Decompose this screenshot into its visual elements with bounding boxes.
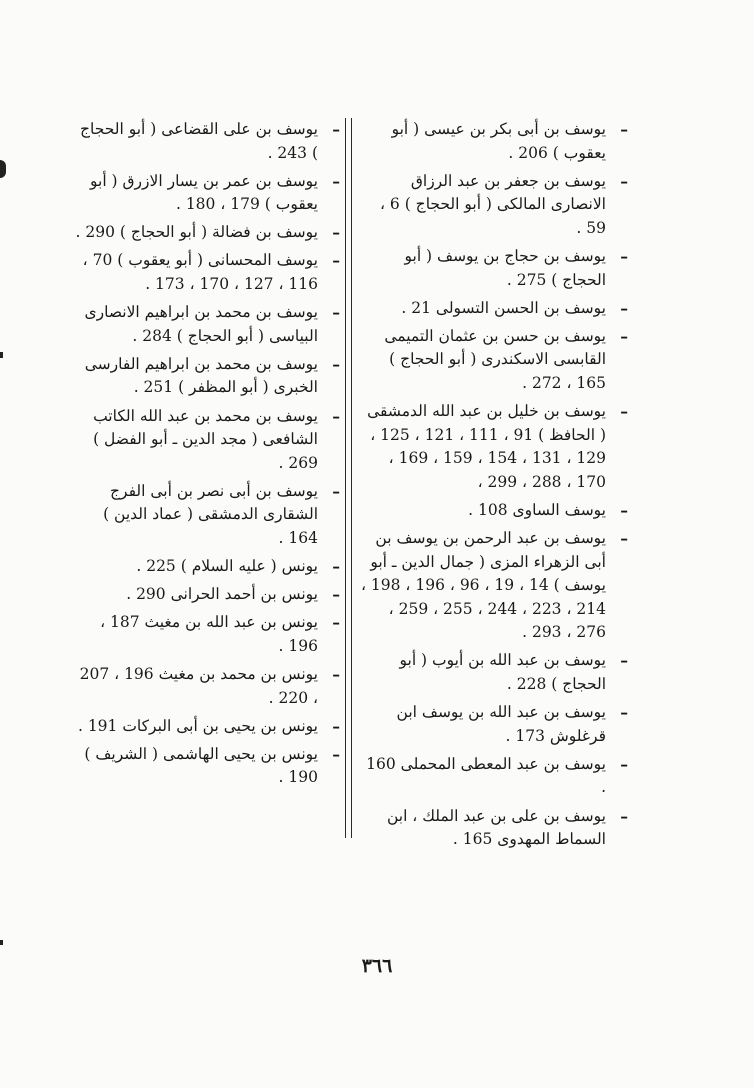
- entry-text: يوسف بن خليل بن عبد الله الدمشقى ( الحافظ ) 91 ، 111 ، 121 ، 125 ، 129 ، 131 ، 154 ، 159 ، 169 ، 170 ، 288 ، 299 ،: [367, 402, 606, 491]
- index-entry: [74, 301, 342, 348]
- scan-edge-mark: [0, 160, 6, 178]
- entry-text: يونس بن يحيى الهاشمى ( الشريف ) 190 .: [84, 744, 318, 787]
- entry-text: يوسف بن على بن عبد الملك ، ابن السماط المهدوى 165 .: [386, 806, 606, 849]
- entry-text: يونس بن يحيى بن أبى البركات 191 .: [77, 716, 318, 735]
- index-entry: [74, 170, 342, 217]
- entry-dash: –: [620, 500, 628, 520]
- entry-dash: –: [620, 120, 628, 139]
- entry-dash: –: [332, 744, 340, 764]
- index-entry: [360, 805, 630, 852]
- index-entry: [360, 701, 630, 748]
- entry-text: يوسف بن على القضاعى ( أبو الحجاج ) 243 .: [80, 120, 318, 162]
- entry-dash: –: [332, 481, 340, 501]
- entry-text: يونس بن محمد بن مغيث 196 ، 207 ، 220 .: [79, 664, 318, 707]
- entry-dash: –: [332, 303, 340, 323]
- index-entry: [360, 400, 630, 494]
- entry-dash: –: [332, 557, 340, 577]
- entry-text: يوسف بن جعفر بن عبد الرزاق الانصارى المالكى ( أبو الحجاج ) 6 ، 59 .: [379, 171, 606, 237]
- index-entry: [74, 118, 342, 165]
- entry-dash: –: [332, 354, 340, 374]
- entry-text: يوسف بن حسن بن عثمان التميمى القابسى الاسكندرى ( أبو الحجاج ) 165 ، 272 .: [384, 326, 606, 392]
- index-column-left: [74, 118, 342, 794]
- index-entry: [360, 753, 630, 800]
- entry-text: يوسف المحسانى ( أبو يعقوب ) 70 ، 116 ، 127 ، 170 ، 173 .: [82, 251, 318, 294]
- entry-dash: –: [332, 664, 340, 684]
- index-entry: [74, 555, 342, 579]
- entry-dash: –: [620, 326, 628, 346]
- index-entry: [74, 611, 342, 658]
- page-number: ٣٦٦: [361, 955, 393, 977]
- index-entry: [74, 743, 342, 790]
- entry-text: يوسف بن عبد المعطى المحملى 160 .: [366, 754, 606, 797]
- entry-text: يوسف بن حجاج بن يوسف ( أبو الحجاج ) 275 .: [404, 246, 606, 289]
- entry-text: يوسف بن محمد بن عبد الله الكاتب الشافعى ( مجد الدين ـ أبو الفضل ) 269 .: [93, 406, 318, 472]
- entry-text: يونس بن عبد الله بن مغيث 187 ، 196 .: [100, 613, 318, 655]
- index-entry: [360, 499, 630, 523]
- index-entry: [74, 221, 342, 245]
- entry-dash: –: [332, 716, 340, 736]
- entry-dash: –: [620, 806, 628, 826]
- entry-dash: –: [332, 613, 340, 633]
- index-entry: [360, 325, 630, 396]
- entry-dash: –: [332, 251, 340, 271]
- index-entry: [74, 715, 342, 739]
- index-entry: [360, 297, 630, 321]
- index-entry: [74, 583, 342, 607]
- entry-dash: –: [620, 246, 628, 266]
- entry-dash: –: [332, 120, 340, 139]
- index-entry: [360, 245, 630, 292]
- entry-dash: –: [620, 651, 628, 671]
- entry-text: يوسف بن عبد الله بن يوسف ابن قرغلوش 173 .: [396, 703, 606, 745]
- index-entry: [360, 649, 630, 696]
- entry-text: يوسف بن أبى نصر بن أبى الفرج الشقارى الدمشقى ( عماد الدين ) 164 .: [103, 481, 318, 547]
- entry-dash: –: [332, 223, 340, 243]
- scan-edge-mark: [0, 352, 3, 358]
- entry-dash: –: [332, 171, 340, 191]
- index-entry: [360, 170, 630, 241]
- column-divider: [345, 118, 346, 838]
- entry-text: يوسف بن أبى بكر بن عيسى ( أبو يعقوب ) 206 .: [391, 120, 606, 162]
- index-entry: [74, 480, 342, 551]
- entry-dash: –: [332, 406, 340, 426]
- entry-dash: –: [620, 754, 628, 774]
- column-divider: [351, 118, 352, 838]
- entry-text: يوسف بن عمر بن يسار الازرق ( أبو يعقوب ) 179 ، 180 .: [90, 171, 318, 214]
- index-entry: [360, 118, 630, 165]
- entry-dash: –: [620, 529, 628, 548]
- index-entry: [360, 527, 630, 645]
- index-entry: [74, 249, 342, 296]
- entry-text: يوسف بن محمد بن ابراهيم الفارسى الخبرى ( أبو المظفر ) 251 .: [84, 354, 318, 397]
- index-entry: [74, 353, 342, 400]
- entry-text: يوسف بن عبد الرحمن بن يوسف بن أبى الزهراء المزى ( جمال الدين ـ أبو يوسف ) 14 ، 19 ، 96 ، 196 ، 198 ، 214 ، 223 ، 244 ، 255 ، 259 ، 276 ، 293 .: [360, 529, 606, 642]
- index-entry: [74, 405, 342, 476]
- entry-text: يوسف بن محمد بن ابراهيم الانصارى البياسى ( أبو الحجاج ) 284 .: [84, 303, 318, 345]
- entry-text: يوسف بن عبد الله بن أيوب ( أبو الحجاج ) 228 .: [399, 651, 606, 694]
- entry-dash: –: [620, 298, 628, 318]
- entry-text: يوسف الساوى 108 .: [468, 500, 606, 519]
- entry-text: يوسف بن فضالة ( أبو الحجاج ) 290 .: [75, 223, 318, 242]
- entry-dash: –: [620, 171, 628, 191]
- entry-dash: –: [332, 585, 340, 605]
- index-entry: [74, 663, 342, 710]
- index-column-right: [360, 118, 630, 856]
- entry-text: يونس بن أحمد الحرانى 290 .: [126, 585, 318, 604]
- scan-edge-mark: [0, 940, 3, 945]
- entry-text: يوسف بن الحسن التسولى 21 .: [401, 298, 606, 317]
- entry-text: يونس ( عليه السلام ) 225 .: [136, 557, 318, 576]
- entry-dash: –: [620, 703, 628, 723]
- entry-dash: –: [620, 402, 628, 422]
